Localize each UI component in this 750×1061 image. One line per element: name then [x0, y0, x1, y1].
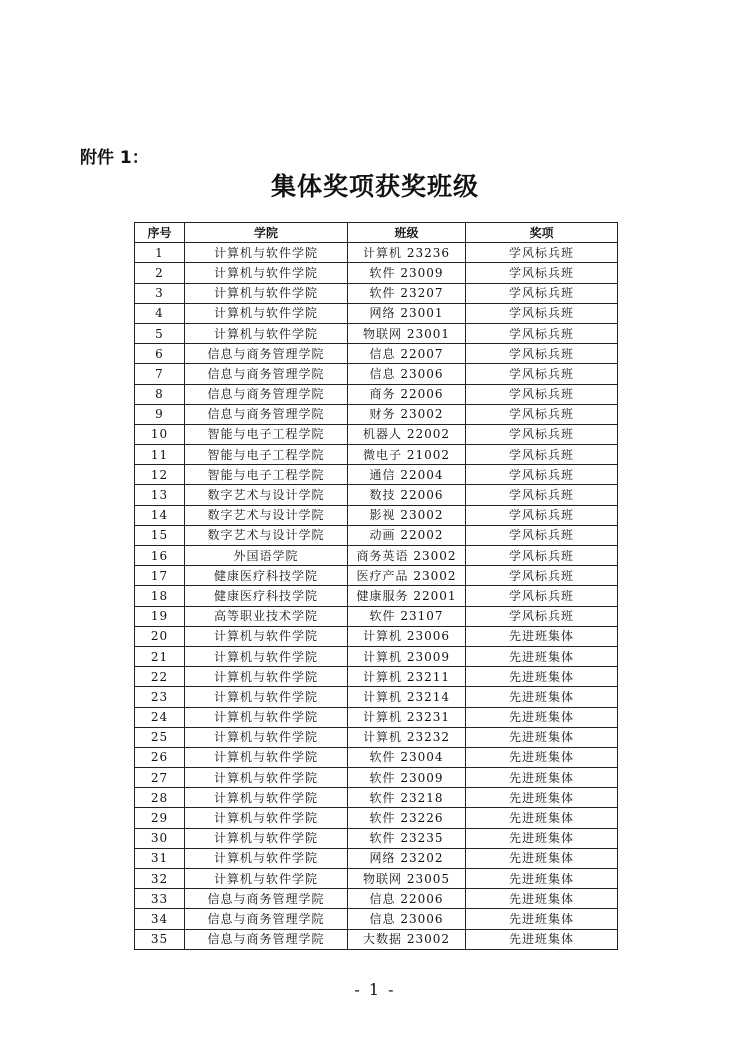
- cell-college: 计算机与软件学院: [185, 727, 348, 747]
- cell-index: 7: [135, 364, 185, 384]
- table-row: [135, 263, 618, 283]
- cell-class: 数技 22006: [348, 485, 466, 505]
- table-row: [135, 869, 618, 889]
- cell-college: 数字艺术与设计学院: [185, 525, 348, 545]
- cell-index: 19: [135, 606, 185, 626]
- cell-index: 14: [135, 505, 185, 525]
- table-row: [135, 626, 618, 646]
- cell-award: 先进班集体: [466, 929, 618, 949]
- cell-index: 3: [135, 283, 185, 303]
- header-award: 奖项: [466, 223, 618, 243]
- table-row: [135, 646, 618, 666]
- cell-college: 计算机与软件学院: [185, 848, 348, 868]
- cell-college: 计算机与软件学院: [185, 626, 348, 646]
- cell-award: 先进班集体: [466, 727, 618, 747]
- cell-index: 26: [135, 747, 185, 767]
- cell-index: 1: [135, 243, 185, 263]
- cell-index: 10: [135, 424, 185, 444]
- cell-award: 学风标兵班: [466, 283, 618, 303]
- table-row: [135, 768, 618, 788]
- cell-college: 数字艺术与设计学院: [185, 505, 348, 525]
- cell-index: 12: [135, 465, 185, 485]
- table-row: [135, 323, 618, 343]
- header-index: 序号: [135, 223, 185, 243]
- cell-award: 先进班集体: [466, 768, 618, 788]
- cell-college: 信息与商务管理学院: [185, 889, 348, 909]
- cell-index: 33: [135, 889, 185, 909]
- table-row: [135, 546, 618, 566]
- cell-class: 财务 23002: [348, 404, 466, 424]
- cell-award: 先进班集体: [466, 828, 618, 848]
- table-row: [135, 606, 618, 626]
- cell-award: 先进班集体: [466, 788, 618, 808]
- table-row: [135, 586, 618, 606]
- cell-class: 信息 22006: [348, 889, 466, 909]
- cell-class: 商务 22006: [348, 384, 466, 404]
- cell-index: 31: [135, 848, 185, 868]
- cell-college: 计算机与软件学院: [185, 788, 348, 808]
- cell-award: 学风标兵班: [466, 323, 618, 343]
- cell-college: 信息与商务管理学院: [185, 344, 348, 364]
- cell-award: 先进班集体: [466, 869, 618, 889]
- cell-class: 信息 23006: [348, 364, 466, 384]
- cell-class: 计算机 23009: [348, 646, 466, 666]
- cell-award: 先进班集体: [466, 667, 618, 687]
- table-row: [135, 727, 618, 747]
- cell-class: 软件 23226: [348, 808, 466, 828]
- cell-index: 20: [135, 626, 185, 646]
- cell-index: 16: [135, 546, 185, 566]
- cell-index: 24: [135, 707, 185, 727]
- table-row: [135, 667, 618, 687]
- table-row: [135, 465, 618, 485]
- table-row: [135, 283, 618, 303]
- cell-award: 学风标兵班: [466, 445, 618, 465]
- cell-index: 32: [135, 869, 185, 889]
- cell-college: 高等职业技术学院: [185, 606, 348, 626]
- table-row: [135, 485, 618, 505]
- cell-award: 学风标兵班: [466, 566, 618, 586]
- header-class: 班级: [348, 223, 466, 243]
- table-row: [135, 243, 618, 263]
- table-row: [135, 848, 618, 868]
- cell-class: 软件 23235: [348, 828, 466, 848]
- cell-index: 8: [135, 384, 185, 404]
- cell-college: 计算机与软件学院: [185, 303, 348, 323]
- cell-class: 计算机 23232: [348, 727, 466, 747]
- cell-award: 先进班集体: [466, 909, 618, 929]
- cell-award: 先进班集体: [466, 808, 618, 828]
- cell-index: 2: [135, 263, 185, 283]
- cell-college: 计算机与软件学院: [185, 747, 348, 767]
- cell-class: 网络 23202: [348, 848, 466, 868]
- cell-index: 30: [135, 828, 185, 848]
- cell-class: 软件 23207: [348, 283, 466, 303]
- cell-college: 计算机与软件学院: [185, 323, 348, 343]
- page-number: - 1 -: [354, 980, 396, 999]
- table-row: [135, 788, 618, 808]
- cell-index: 13: [135, 485, 185, 505]
- cell-index: 5: [135, 323, 185, 343]
- award-table: [134, 222, 618, 950]
- document-title: 集体奖项获奖班级: [270, 172, 479, 201]
- cell-award: 学风标兵班: [466, 525, 618, 545]
- cell-college: 计算机与软件学院: [185, 768, 348, 788]
- header-college: 学院: [185, 223, 348, 243]
- table-body: [135, 243, 618, 950]
- cell-award: 先进班集体: [466, 626, 618, 646]
- cell-class: 软件 23107: [348, 606, 466, 626]
- cell-award: 先进班集体: [466, 687, 618, 707]
- table-row: [135, 808, 618, 828]
- cell-class: 物联网 23005: [348, 869, 466, 889]
- cell-college: 智能与电子工程学院: [185, 465, 348, 485]
- table-row: [135, 424, 618, 444]
- cell-award: 学风标兵班: [466, 303, 618, 323]
- cell-class: 影视 23002: [348, 505, 466, 525]
- cell-award: 学风标兵班: [466, 485, 618, 505]
- cell-class: 计算机 23211: [348, 667, 466, 687]
- cell-college: 计算机与软件学院: [185, 646, 348, 666]
- cell-award: 学风标兵班: [466, 404, 618, 424]
- table-row: [135, 525, 618, 545]
- cell-award: 学风标兵班: [466, 263, 618, 283]
- cell-college: 智能与电子工程学院: [185, 445, 348, 465]
- cell-index: 27: [135, 768, 185, 788]
- cell-award: 学风标兵班: [466, 364, 618, 384]
- cell-award: 先进班集体: [466, 707, 618, 727]
- cell-class: 商务英语 23002: [348, 546, 466, 566]
- cell-class: 软件 23009: [348, 263, 466, 283]
- table-row: [135, 384, 618, 404]
- cell-award: 学风标兵班: [466, 424, 618, 444]
- table-row: [135, 344, 618, 364]
- cell-class: 信息 22007: [348, 344, 466, 364]
- cell-award: 学风标兵班: [466, 465, 618, 485]
- cell-index: 23: [135, 687, 185, 707]
- cell-index: 9: [135, 404, 185, 424]
- cell-college: 数字艺术与设计学院: [185, 485, 348, 505]
- cell-class: 计算机 23214: [348, 687, 466, 707]
- cell-award: 学风标兵班: [466, 606, 618, 626]
- cell-class: 信息 23006: [348, 909, 466, 929]
- cell-class: 物联网 23001: [348, 323, 466, 343]
- cell-college: 计算机与软件学院: [185, 707, 348, 727]
- attachment-label: 附件 1：: [80, 148, 149, 168]
- table-row: [135, 909, 618, 929]
- cell-award: 先进班集体: [466, 646, 618, 666]
- cell-class: 健康服务 22001: [348, 586, 466, 606]
- cell-college: 外国语学院: [185, 546, 348, 566]
- cell-college: 信息与商务管理学院: [185, 909, 348, 929]
- table-row: [135, 889, 618, 909]
- cell-class: 网络 23001: [348, 303, 466, 323]
- cell-class: 计算机 23006: [348, 626, 466, 646]
- table-row: [135, 747, 618, 767]
- table-header-row: [135, 223, 618, 243]
- cell-index: 34: [135, 909, 185, 929]
- table-row: [135, 445, 618, 465]
- cell-college: 计算机与软件学院: [185, 263, 348, 283]
- cell-college: 智能与电子工程学院: [185, 424, 348, 444]
- cell-award: 学风标兵班: [466, 586, 618, 606]
- cell-college: 计算机与软件学院: [185, 869, 348, 889]
- cell-award: 学风标兵班: [466, 344, 618, 364]
- cell-college: 信息与商务管理学院: [185, 364, 348, 384]
- cell-class: 软件 23004: [348, 747, 466, 767]
- cell-class: 大数据 23002: [348, 929, 466, 949]
- table-row: [135, 687, 618, 707]
- cell-award: 学风标兵班: [466, 384, 618, 404]
- table-row: [135, 404, 618, 424]
- cell-college: 计算机与软件学院: [185, 667, 348, 687]
- cell-class: 通信 22004: [348, 465, 466, 485]
- table-row: [135, 505, 618, 525]
- table-row: [135, 707, 618, 727]
- cell-class: 医疗产品 23002: [348, 566, 466, 586]
- cell-college: 计算机与软件学院: [185, 283, 348, 303]
- cell-index: 4: [135, 303, 185, 323]
- cell-index: 18: [135, 586, 185, 606]
- cell-index: 15: [135, 525, 185, 545]
- cell-college: 计算机与软件学院: [185, 808, 348, 828]
- table-row: [135, 828, 618, 848]
- cell-class: 机器人 22002: [348, 424, 466, 444]
- cell-index: 11: [135, 445, 185, 465]
- cell-award: 先进班集体: [466, 747, 618, 767]
- cell-index: 35: [135, 929, 185, 949]
- cell-college: 信息与商务管理学院: [185, 384, 348, 404]
- cell-college: 计算机与软件学院: [185, 687, 348, 707]
- cell-index: 17: [135, 566, 185, 586]
- cell-index: 29: [135, 808, 185, 828]
- cell-college: 信息与商务管理学院: [185, 929, 348, 949]
- table-row: [135, 566, 618, 586]
- cell-class: 计算机 23236: [348, 243, 466, 263]
- cell-college: 计算机与软件学院: [185, 828, 348, 848]
- cell-college: 健康医疗科技学院: [185, 586, 348, 606]
- cell-college: 计算机与软件学院: [185, 243, 348, 263]
- table-row: [135, 364, 618, 384]
- cell-index: 22: [135, 667, 185, 687]
- cell-award: 先进班集体: [466, 889, 618, 909]
- cell-index: 6: [135, 344, 185, 364]
- table-row: [135, 929, 618, 949]
- cell-college: 健康医疗科技学院: [185, 566, 348, 586]
- cell-class: 软件 23218: [348, 788, 466, 808]
- cell-award: 学风标兵班: [466, 505, 618, 525]
- cell-class: 微电子 21002: [348, 445, 466, 465]
- cell-index: 25: [135, 727, 185, 747]
- cell-award: 学风标兵班: [466, 546, 618, 566]
- cell-class: 动画 22002: [348, 525, 466, 545]
- cell-class: 软件 23009: [348, 768, 466, 788]
- cell-award: 学风标兵班: [466, 243, 618, 263]
- cell-index: 21: [135, 646, 185, 666]
- cell-class: 计算机 23231: [348, 707, 466, 727]
- cell-award: 先进班集体: [466, 848, 618, 868]
- cell-index: 28: [135, 788, 185, 808]
- table-row: [135, 303, 618, 323]
- cell-college: 信息与商务管理学院: [185, 404, 348, 424]
